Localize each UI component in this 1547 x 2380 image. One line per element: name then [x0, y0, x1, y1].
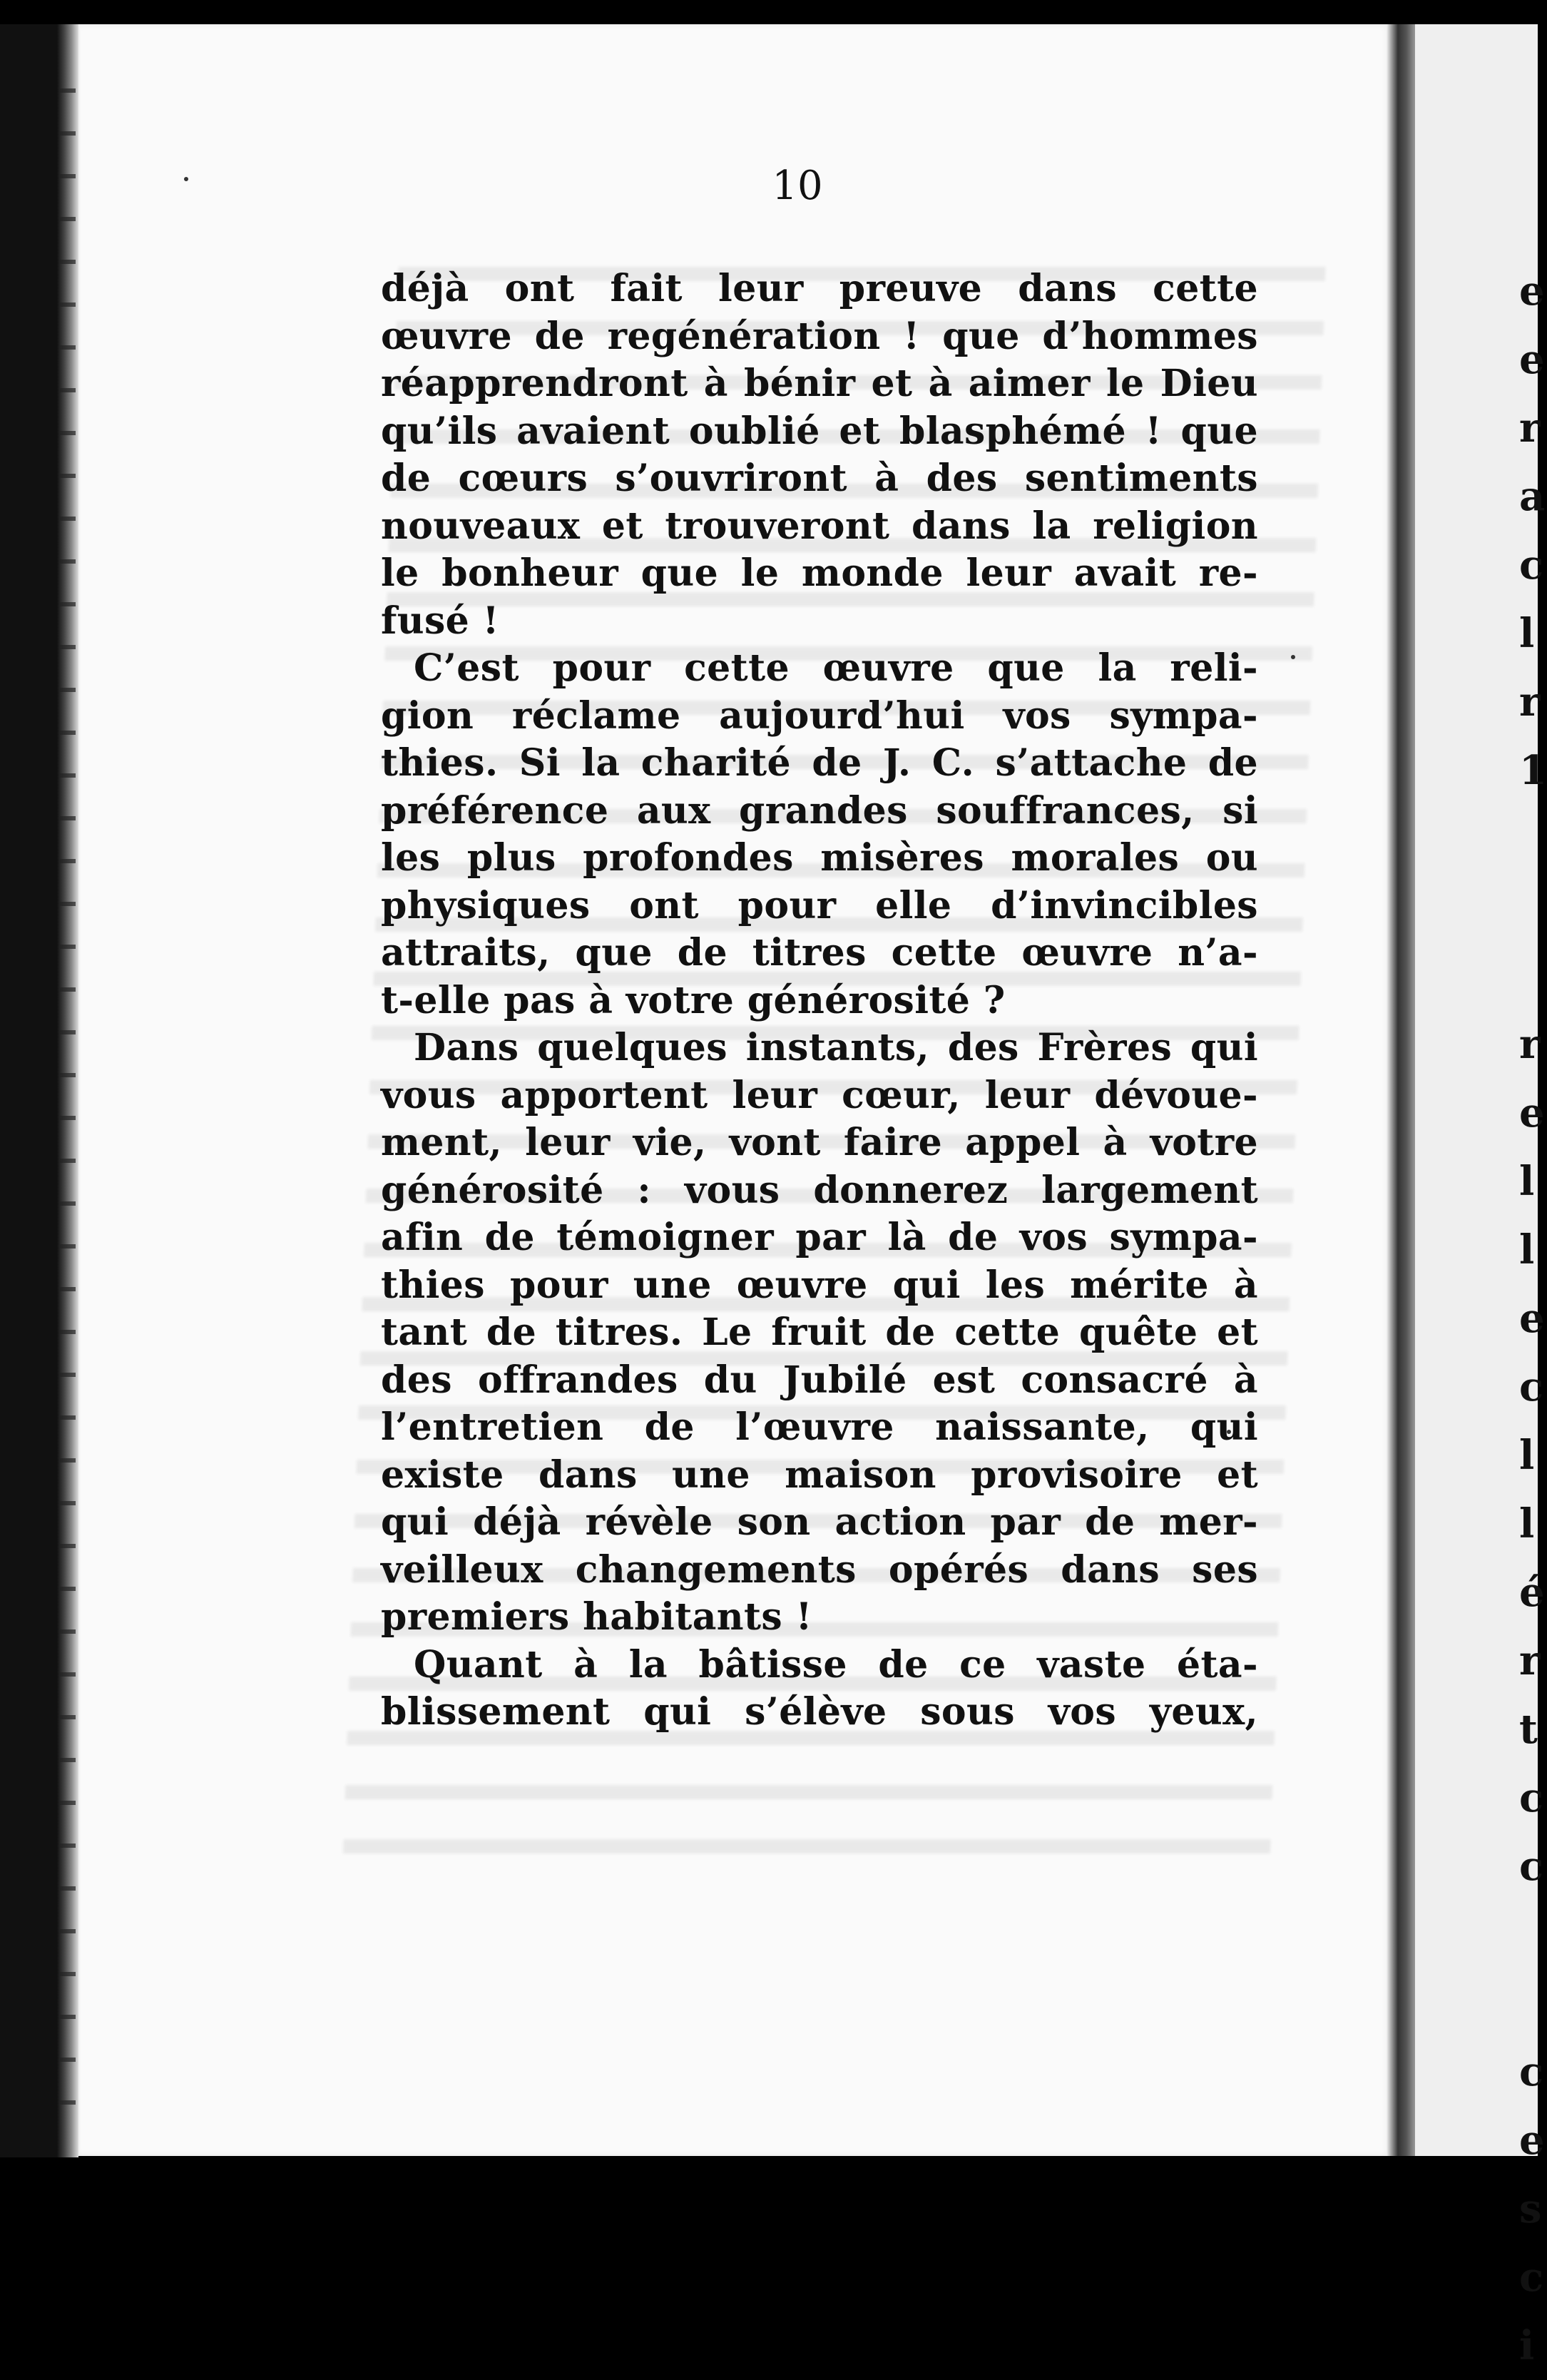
text-line: générosité : vous donnerez largement: [381, 1168, 1258, 1212]
page-body-text: [381, 265, 1258, 1736]
scan-top-border: [0, 0, 1538, 24]
text-line: l’entretien de l’œuvre naissante, qui: [381, 1405, 1258, 1449]
page-number: 10: [772, 163, 823, 209]
text-line: physiques ont pour elle d’invincibles: [381, 883, 1258, 927]
text-line: afin de témoigner par là de vos sympa-: [381, 1216, 1258, 1259]
scan-bottom-border: [0, 2156, 1538, 2175]
text-line: tant de titres. Le fruit de cette quête et: [381, 1311, 1258, 1354]
text-line: qui déjà révèle son action par de mer-: [381, 1500, 1258, 1544]
facing-page-letters: e e r a c l r 1 r e l l e c l l é r t c c c e s c i: [1519, 268, 1547, 2369]
text-line: œuvre de regénération ! que d’hommes: [381, 314, 1258, 358]
text-line: thies pour une œuvre qui les mérite à: [381, 1263, 1258, 1307]
text-line: premiers habitants !: [381, 1595, 812, 1639]
text-line: blissement qui s’élève sous vos yeux,: [381, 1690, 1258, 1734]
text-line: préférence aux grandes souffrances, si: [381, 788, 1258, 833]
scan-speck: [1291, 655, 1295, 659]
text-line: thies. Si la charité de J. C. s’attache de: [381, 741, 1258, 785]
text-line: attraits, que de titres cette œuvre n’a-: [381, 931, 1258, 975]
book-binding: [0, 24, 78, 2157]
text-line: vous apportent leur cœur, leur dévoue-: [381, 1073, 1258, 1117]
text-line: Dans quelques instants, des Frères qui: [414, 1026, 1258, 1069]
text-line: gion réclame aujourd’hui vos sympa-: [381, 693, 1258, 738]
text-line: veilleux changements opérés dans ses: [381, 1547, 1258, 1592]
binding-stitches: [60, 88, 76, 2143]
text-line: de cœurs s’ouvriront à des sentiments: [381, 457, 1258, 500]
text-line: déjà ont fait leur preuve dans cette: [381, 267, 1258, 310]
text-line: le bonheur que le monde leur avait re-: [381, 551, 1258, 595]
text-line: qu’ils avaient oublié et blasphémé ! que: [381, 409, 1258, 453]
text-line: Quant à la bâtisse de ce vaste éta-: [414, 1642, 1258, 1687]
text-line: nouveaux et trouveront dans la religion: [381, 504, 1258, 548]
text-line: ment, leur vie, vont faire appel à votre: [381, 1121, 1258, 1164]
text-line: C’est pour cette œuvre que la reli-: [414, 646, 1258, 690]
page-gutter-shadow: [1387, 24, 1415, 2156]
text-line: fusé !: [381, 599, 499, 643]
text-line: des offrandes du Jubilé est consacré à: [381, 1358, 1258, 1402]
text-line: t-elle pas à votre générosité ?: [381, 978, 1006, 1022]
text-line: les plus profondes misères morales ou: [381, 836, 1258, 880]
text-line: réapprendront à bénir et à aimer le Dieu: [381, 362, 1258, 405]
text-line: existe dans une maison provisoire et: [381, 1453, 1258, 1497]
